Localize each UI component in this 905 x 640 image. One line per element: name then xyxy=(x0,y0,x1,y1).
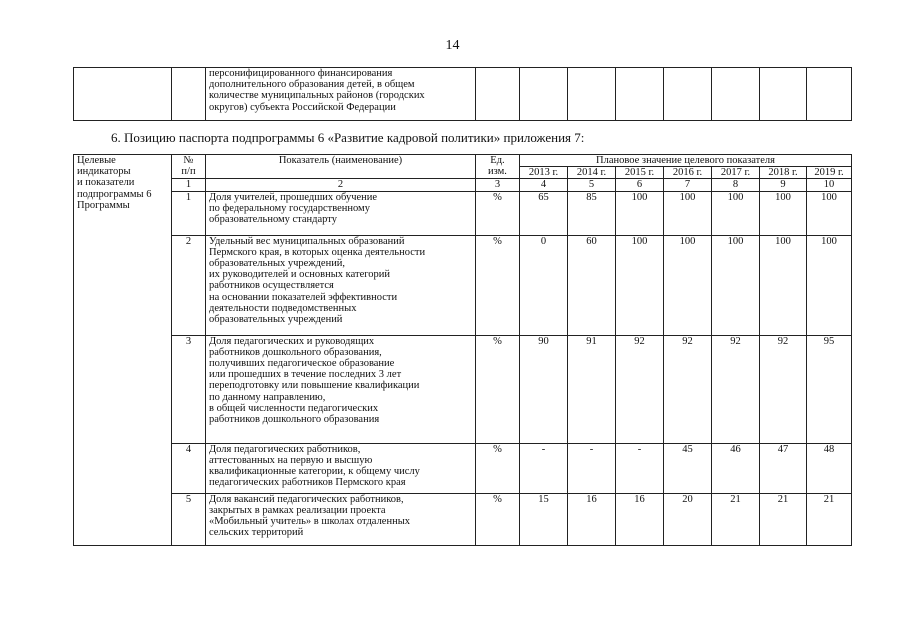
header-year: 2015 г. xyxy=(616,167,664,179)
header-indicator: Показатель (наименование) xyxy=(206,155,476,179)
unit: % xyxy=(476,335,520,443)
year-value: 92 xyxy=(760,335,807,443)
previous-table-fragment xyxy=(73,67,852,121)
header-year: 2017 г. xyxy=(712,167,760,179)
year-value: 65 xyxy=(520,191,568,235)
unit: % xyxy=(476,493,520,545)
unit: % xyxy=(476,191,520,235)
column-number: 1 xyxy=(172,179,206,191)
column-number: 9 xyxy=(760,179,807,191)
year-value: 20 xyxy=(664,493,712,545)
year-value: 95 xyxy=(807,335,852,443)
column-number: 8 xyxy=(712,179,760,191)
header-num: № п/п xyxy=(172,155,206,179)
table-row xyxy=(74,235,852,335)
indicator-name: Доля вакансий педагогических работников, закрытых в рамках реализации проекта «Мобильный учитель» в школах отдаленных сельских территорий xyxy=(206,493,476,545)
year-value: 100 xyxy=(664,235,712,335)
indicators-table xyxy=(73,154,852,546)
year-value: 92 xyxy=(616,335,664,443)
table-row xyxy=(74,191,852,235)
page-number: 14 xyxy=(445,38,460,53)
column-number: 7 xyxy=(664,179,712,191)
table-row xyxy=(74,493,852,545)
year-value: 92 xyxy=(712,335,760,443)
column-number: 5 xyxy=(568,179,616,191)
column-number: 4 xyxy=(520,179,568,191)
indicator-name: Удельный вес муниципальных образований Пермского края, в которых оценка деятельности образовательных учреждений, их руководителей и основных категорий работников осуществляется на основании показателей эффективности деятельности подведомственных образовательных учреждений xyxy=(206,235,476,335)
year-value: 100 xyxy=(760,191,807,235)
year-value: 48 xyxy=(807,443,852,493)
indicator-name: Доля педагогических работников, аттестованных на первую и высшую квалификационные категории, к общему числу педагогических работников Пермского края xyxy=(206,443,476,493)
year-value: 100 xyxy=(616,191,664,235)
year-value: 46 xyxy=(712,443,760,493)
year-value: 21 xyxy=(807,493,852,545)
header-year: 2014 г. xyxy=(568,167,616,179)
unit: % xyxy=(476,443,520,493)
year-value: 100 xyxy=(712,235,760,335)
year-value: 90 xyxy=(520,335,568,443)
previous-indicator-text: персонифицированного финансирования дополнительного образования детей, в общем количестве муниципальных районов (городских округов) субъекта Российской Федерации xyxy=(206,68,476,121)
year-value: 47 xyxy=(760,443,807,493)
year-value: 91 xyxy=(568,335,616,443)
year-value: 21 xyxy=(712,493,760,545)
year-value: 100 xyxy=(712,191,760,235)
header-unit: Ед. изм. xyxy=(476,155,520,179)
year-value: - xyxy=(616,443,664,493)
header-year: 2016 г. xyxy=(664,167,712,179)
unit: % xyxy=(476,235,520,335)
table-row xyxy=(74,335,852,443)
row-number: 3 xyxy=(172,335,206,443)
year-value: 16 xyxy=(616,493,664,545)
header-year: 2019 г. xyxy=(807,167,852,179)
section-heading: 6. Позицию паспорта подпрограммы 6 «Развитие кадровой политики» приложения 7: xyxy=(111,130,585,145)
year-value: - xyxy=(520,443,568,493)
year-value: 16 xyxy=(568,493,616,545)
year-value: 45 xyxy=(664,443,712,493)
column-number: 6 xyxy=(616,179,664,191)
row-number: 2 xyxy=(172,235,206,335)
column-number: 10 xyxy=(807,179,852,191)
year-value: 60 xyxy=(568,235,616,335)
year-value: 100 xyxy=(807,191,852,235)
column-number: 3 xyxy=(476,179,520,191)
table-row xyxy=(74,443,852,493)
indicator-name: Доля учителей, прошедших обучение по федеральному государственному образовательному стандарту xyxy=(206,191,476,235)
year-value: 0 xyxy=(520,235,568,335)
row-number: 5 xyxy=(172,493,206,545)
year-value: 100 xyxy=(664,191,712,235)
column-number: 2 xyxy=(206,179,476,191)
year-value: - xyxy=(568,443,616,493)
year-value: 100 xyxy=(760,235,807,335)
row-number: 1 xyxy=(172,191,206,235)
header-year: 2018 г. xyxy=(760,167,807,179)
year-value: 85 xyxy=(568,191,616,235)
year-value: 92 xyxy=(664,335,712,443)
section-label: Целевые индикаторы и показатели подпрограммы 6 Программы xyxy=(74,155,172,546)
indicator-name: Доля педагогических и руководящих работников дошкольного образования, получивших педагогическое образование или прошедших в течение последних 3 лет переподготовку или повышение квалификации по данному направлению, в общей численности педагогических работников дошкольного образования xyxy=(206,335,476,443)
year-value: 21 xyxy=(760,493,807,545)
header-planned-value: Плановое значение целевого показателя xyxy=(520,155,852,167)
year-value: 100 xyxy=(807,235,852,335)
year-value: 15 xyxy=(520,493,568,545)
header-year: 2013 г. xyxy=(520,167,568,179)
year-value: 100 xyxy=(616,235,664,335)
row-number: 4 xyxy=(172,443,206,493)
